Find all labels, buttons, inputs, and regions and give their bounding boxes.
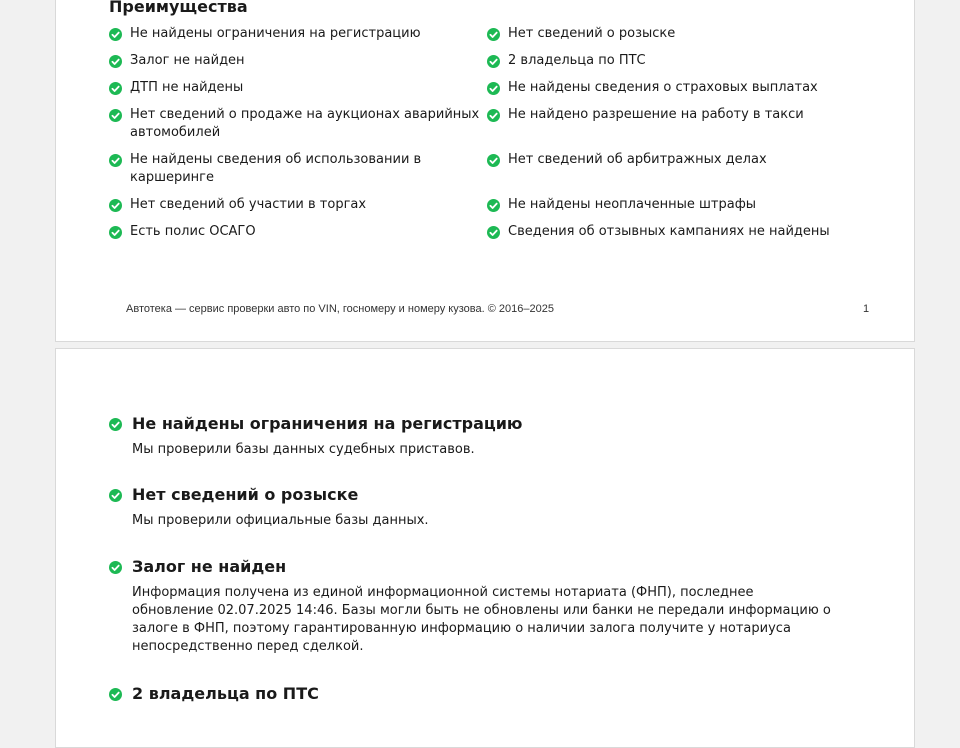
benefit-label: Не найдены сведения об использовании в каршеринге xyxy=(130,152,422,185)
benefit-item xyxy=(109,151,487,187)
check-circle-icon xyxy=(109,109,122,122)
report-page-2 xyxy=(55,348,915,748)
check-circle-icon xyxy=(487,199,500,212)
benefit-label: Нет сведений об участии в торгах xyxy=(130,197,367,212)
detail-section xyxy=(109,413,829,459)
check-circle-icon xyxy=(487,28,500,41)
benefit-label: Не найдены ограничения на регистрацию xyxy=(130,26,421,41)
check-circle-icon xyxy=(109,199,122,212)
detail-title: Не найдены ограничения на регистрацию xyxy=(132,414,523,433)
benefit-label: Не найдены неоплаченные штрафы xyxy=(508,197,757,212)
benefit-item xyxy=(487,106,869,142)
benefit-item xyxy=(109,223,487,241)
benefit-item xyxy=(109,196,487,214)
check-circle-icon xyxy=(487,226,500,239)
detail-text: Мы проверили базы данных судебных приставов. xyxy=(132,442,475,457)
detail-section xyxy=(109,556,829,656)
benefit-item xyxy=(487,151,869,187)
detail-text: Информация получена из единой информационной системы нотариата (ФНП), последнее обновление 02.07.2025 14:46. Базы могли быть не обновлены или банки не передали информацию о залоге в ФНП, поэтому гарантированную информацию о наличии залога получите у нотариуса непосредственно перед сделкой. xyxy=(132,585,831,654)
benefits-list xyxy=(109,25,869,241)
benefit-item xyxy=(487,223,869,241)
page-number: 1 xyxy=(863,303,870,315)
check-circle-icon xyxy=(109,82,122,95)
benefit-item xyxy=(109,25,487,43)
check-circle-icon xyxy=(109,688,122,701)
benefit-label: Нет сведений об арбитражных делах xyxy=(508,152,767,167)
benefit-item xyxy=(109,52,487,70)
check-circle-icon xyxy=(487,109,500,122)
check-circle-icon xyxy=(487,82,500,95)
benefit-label: Есть полис ОСАГО xyxy=(130,224,256,239)
section-title-advantages: Преимущества xyxy=(109,0,248,16)
check-circle-icon xyxy=(487,154,500,167)
check-circle-icon xyxy=(109,489,122,502)
detail-section xyxy=(109,683,829,705)
check-circle-icon xyxy=(109,226,122,239)
check-circle-icon xyxy=(109,561,122,574)
benefit-item xyxy=(109,106,487,142)
benefit-label: Нет сведений о продаже на аукционах аварийных автомобилей xyxy=(130,107,480,140)
check-circle-icon xyxy=(109,418,122,431)
detail-title: Нет сведений о розыске xyxy=(132,485,359,504)
benefit-item xyxy=(487,196,869,214)
page-footer: Автотека — сервис проверки авто по VIN, госномеру и номеру кузова. © 2016–2025 xyxy=(126,303,554,315)
report-page-1 xyxy=(55,0,915,342)
benefit-label: Сведения об отзывных кампаниях не найдены xyxy=(508,224,830,239)
benefit-label: Не найдено разрешение на работу в такси xyxy=(508,107,804,122)
detail-text: Мы проверили официальные базы данных. xyxy=(132,513,429,528)
check-circle-icon xyxy=(109,154,122,167)
check-circle-icon xyxy=(109,28,122,41)
detail-section xyxy=(109,484,829,530)
benefit-item xyxy=(109,79,487,97)
check-circle-icon xyxy=(109,55,122,68)
detail-title: Залог не найден xyxy=(132,557,287,576)
benefit-item xyxy=(487,25,869,43)
benefit-item xyxy=(487,52,869,70)
benefit-label: ДТП не найдены xyxy=(130,80,244,95)
detail-title: 2 владельца по ПТС xyxy=(132,684,319,703)
benefit-label: Залог не найден xyxy=(130,53,245,68)
benefit-label: 2 владельца по ПТС xyxy=(508,53,646,68)
check-circle-icon xyxy=(487,55,500,68)
benefit-item xyxy=(487,79,869,97)
benefit-label: Нет сведений о розыске xyxy=(508,26,676,41)
benefit-label: Не найдены сведения о страховых выплатах xyxy=(508,80,818,95)
